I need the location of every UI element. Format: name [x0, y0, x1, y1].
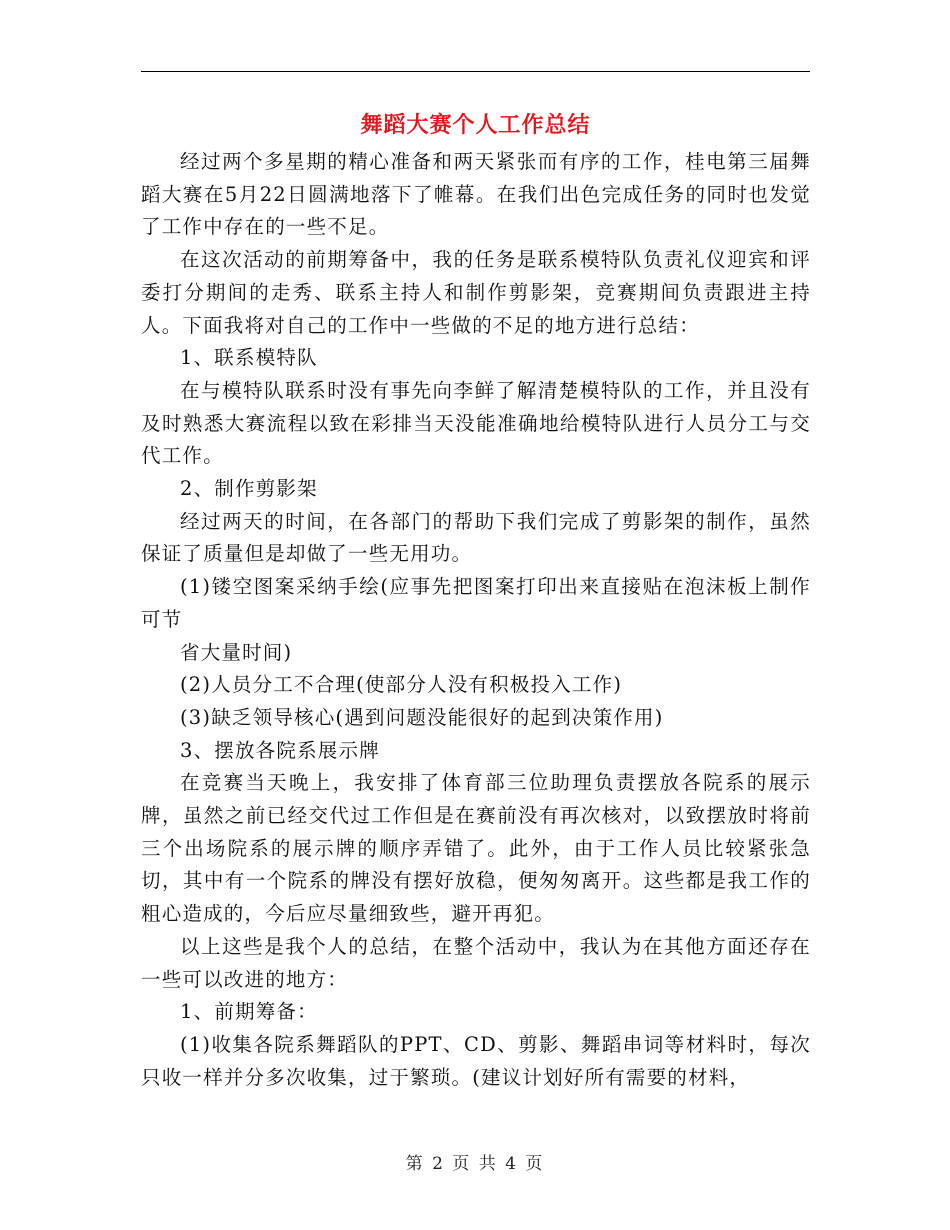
- paragraph-summary: 以上这些是我个人的总结，在整个活动中，我认为在其他方面还存在一些可以改进的地方：: [141, 934, 811, 991]
- section-heading-preparation: 1、前期筹备：: [180, 1000, 318, 1024]
- document-title: 舞蹈大赛个人工作总结: [360, 112, 591, 138]
- section-heading-silhouette-frame: 2、制作剪影架: [180, 477, 318, 501]
- section-heading-display-boards: 3、摆放各院系展示牌: [180, 738, 380, 762]
- document-body: [141, 146, 811, 1094]
- paragraph-intro: 经过两个多星期的精心准备和两天紧张而有序的工作，桂电第三届舞蹈大赛在5月22日圆满地落下了帷幕。在我们出色完成任务的同时也发觉了工作中存在的一些不足。: [141, 150, 811, 239]
- paragraph-silhouette-frame: 经过两天的时间，在各部门的帮助下我们完成了剪影架的制作，虽然保证了质量但是却做了一些无用功。: [141, 509, 811, 566]
- list-item-1-continued: 省大量时间): [180, 640, 293, 664]
- list-item-2: (2)人员分工不合理(使部分人没有积极投入工作): [180, 673, 623, 697]
- header-rule: [141, 71, 810, 72]
- page-number: 第 2 页 共 4 页: [405, 1154, 545, 1174]
- list-item-3: (3)缺乏领导核心(遇到问题没能很好的起到决策作用): [180, 705, 664, 729]
- paragraph-preparation: (1)收集各院系舞蹈队的PPT、CD、剪影、舞蹈串词等材料时，每次只收一样并分多次收集，过于繁琐。(建议计划好所有需要的材料，: [141, 1032, 811, 1089]
- paragraph-tasks: 在这次活动的前期筹备中，我的任务是联系模特队负责礼仪迎宾和评委打分期间的走秀、联系主持人和制作剪影架，竞赛期间负责跟进主持人。下面我将对自己的工作中一些做的不足的地方进行总结：: [141, 248, 811, 337]
- paragraph-display-boards: 在竞赛当天晚上，我安排了体育部三位助理负责摆放各院系的展示牌，虽然之前已经交代过工作但是在赛前没有再次核对，以致摆放时将前三个出场院系的展示牌的顺序弄错了。此外，由于工作人员比较紧张急切，其中有一个院系的牌没有摆好放稳，便匆匆离开。这些都是我工作的粗心造成的，今后应尽量细致些，避开再犯。: [141, 771, 811, 926]
- list-item-1: (1)镂空图案采纳手绘(应事先把图案打印出来直接贴在泡沫板上制作可节: [141, 575, 811, 631]
- paragraph-model-team: 在与模特队联系时没有事先向李鲜了解清楚模特队的工作，并且没有及时熟悉大赛流程以致在彩排当天没能准确地给模特队进行人员分工与交代工作。: [141, 378, 811, 468]
- section-heading-model-team: 1、联系模特队: [180, 346, 318, 370]
